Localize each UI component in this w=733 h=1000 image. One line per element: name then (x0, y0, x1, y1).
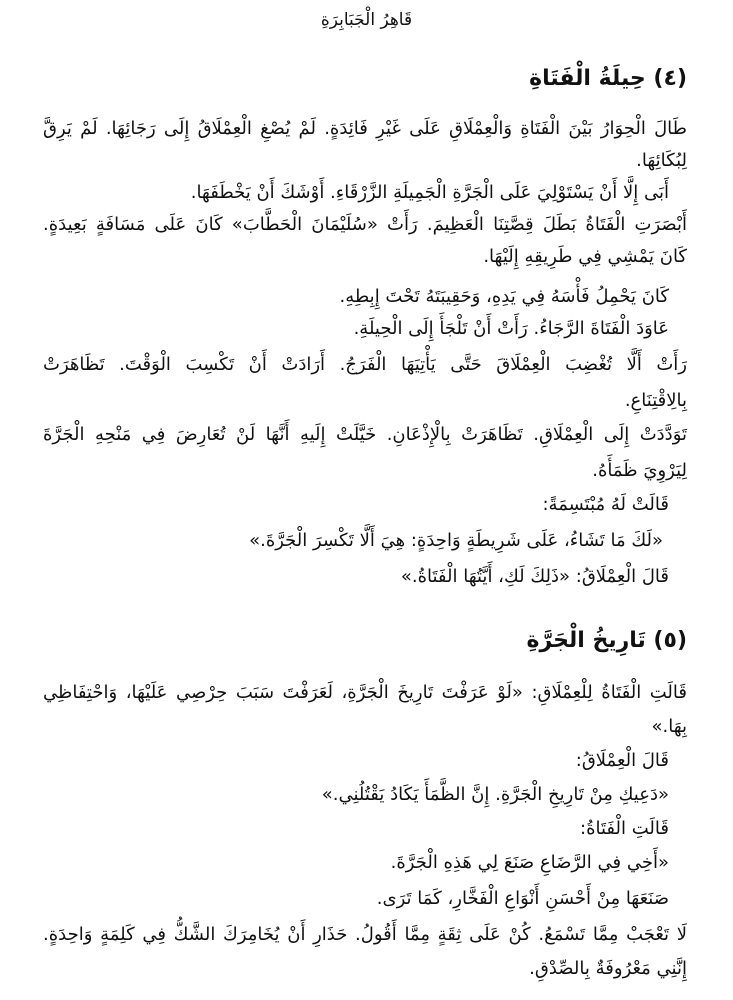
paragraph-line: لِبُكَائِهَا. (636, 150, 687, 171)
running-head: قَاهِرُ الْجَبَابِرَةِ (320, 10, 413, 30)
paragraph-line: لِيَرْوِيَ ظَمَأَهُ. (592, 460, 687, 481)
paragraph-line: أَبْصَرَتِ الْفَتَاةُ بَطَلَ قِصَّتِنَا الْعَظِيمَ. رَأَتْ «سُلَيْمَانَ الْحَطَّابَ» كَانَ عَلَى مَسَافَةٍ بَعِيدَةٍ. (43, 214, 687, 235)
paragraph-line: لَا تَعْجَبْ مِمَّا تَسْمَعُ. كُنْ عَلَى ثِقَةٍ مِمَّا أَقُولُ. حَذَارِ أَنْ يُخَامِرَكَ الشَّكُّ فِي كَلِمَةٍ وَاحِدَةٍ. (43, 924, 687, 945)
chapter-4-title: (٤) حِيلَةُ الْفَتَاةِ (529, 66, 687, 91)
paragraph-line: رَأَتْ أَلَّا تُغْضِبَ الْعِمْلَاقَ حَتَّى يَأْتِيَهَا الْفَرَجُ. أَرَادَتْ أَنْ تَكْسِبَ الْوَقْتَ. تَظَاهَرَتْ (43, 354, 687, 375)
paragraph-line: قَالَتْ لَهُ مُبْتَسِمَةً: (542, 494, 669, 515)
paragraph-line: إِنَّنِي مَعْرُوفَةٌ بِالصِّدْقِ. (529, 958, 687, 979)
paragraph-line: عَاوَدَ الْفَتَاةَ الرَّجَاءُ. رَأَتْ أَنْ تَلْجَأَ إِلَى الْحِيلَةِ. (353, 318, 669, 339)
paragraph-line: كَانَ يَحْمِلُ فَأْسَهُ فِي يَدِهِ، وَحَقِيبَتَهُ تَحْتَ إِبِطِهِ. (339, 286, 669, 307)
paragraph-line: قَالَ الْعِمْلَاقُ: (575, 750, 669, 771)
paragraph-line: أَبَى إِلَّا أَنْ يَسْتَوْلِيَ عَلَى الْجَرَّةِ الْجَمِيلَةِ الزَّرْقَاءِ. أَوْشَكَ أَنْ يَخْطَفَهَا. (190, 182, 669, 203)
chapter-5-title: (٥) تَارِيخُ الْجَرَّةِ (526, 628, 687, 653)
paragraph-line: «أَخِي فِي الرَّضَاعِ صَنَعَ لِي هَذِهِ الْجَرَّةَ. (390, 852, 669, 873)
paragraph-line: صَنَعَهَا مِنْ أَحْسَنِ أَنْوَاعِ الْفَخَّارِ، كَمَا تَرَى. (376, 888, 669, 909)
paragraph-line: قَالَ الْعِمْلَاقُ: «ذَلِكَ لَكِ، أَيَّتُهَا الْفَتَاةُ.» (400, 566, 669, 587)
paragraph-line: «دَعِيكِ مِنْ تَارِيخِ الْجَرَّةِ. إِنَّ الظَّمَأَ يَكَادُ يَقْتُلُنِي.» (321, 784, 669, 805)
paragraph-line: بِهَا.» (651, 716, 687, 737)
paragraph-line: «لَكَ مَا تَشَاءُ، عَلَى شَرِيطَةٍ وَاحِدَةٍ: هِيَ أَلَّا تَكْسِرَ الْجَرَّةَ.» (249, 530, 663, 551)
paragraph-line: قَالَتِ الْفَتَاةُ: (580, 818, 669, 839)
paragraph-line: بِالِاقْتِنَاعِ. (624, 390, 687, 411)
paragraph-line: طَالَ الْحِوَارُ بَيْنَ الْفَتَاةِ وَالْعِمْلَاقِ عَلَى غَيْرِ فَائِدَةٍ. لَمْ يُصْغِ الْعِمْلَاقُ إِلَى رَجَائِهَا. لَمْ يَرِقَّ (43, 118, 687, 139)
paragraph-line: كَانَ يَمْشِي فِي طَرِيقِهِ إِلَيْهَا. (483, 246, 687, 267)
paragraph-line: قَالَتِ الْفَتَاةُ لِلْعِمْلَاقِ: «لَوْ عَرَفْتَ تَارِيخَ الْجَرَّةِ، لَعَرَفْتَ سَبَبَ حِرْصِي عَلَيْهَا، وَاحْتِفَاظِي (43, 682, 687, 703)
paragraph-line: تَوَدَّدَتْ إِلَى الْعِمْلَاقِ. تَظَاهَرَتْ بِالْإِذْعَانِ. خَيَّلَتْ إِلَيهِ أَنَّهَا لَنْ تُعَارِضَ فِي مَنْحِهِ الْجَرَّةَ (43, 424, 687, 445)
